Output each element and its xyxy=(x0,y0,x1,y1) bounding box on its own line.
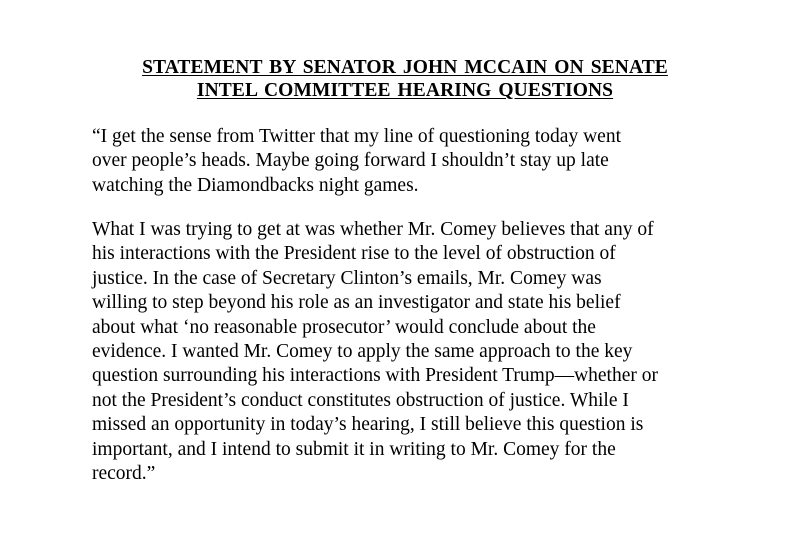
paragraph-line: question surrounding his interactions with President Trump—whether or xyxy=(92,365,658,387)
paragraph-line: not the President’s conduct constitutes obstruction of justice. While I xyxy=(92,389,629,411)
paragraph-line: watching the Diamondbacks night games. xyxy=(92,174,419,196)
paragraph-line: What I was trying to get at was whether Mr. Comey believes that any of xyxy=(92,219,654,240)
statement-title-line-2: INTEL COMMITTEE HEARING QUESTIONS xyxy=(196,80,614,101)
paragraph-line: missed an opportunity in today’s hearing, I still believe this question is xyxy=(92,414,644,436)
statement-paragraph-1 xyxy=(92,125,732,198)
paragraph-line: “I get the sense from Twitter that my line of questioning today went xyxy=(92,126,621,147)
paragraph-line: justice. In the case of Secretary Clinton’s emails, Mr. Comey was xyxy=(92,267,602,289)
paragraph-line: his interactions with the President rise to the level of obstruction of xyxy=(92,243,616,265)
paragraph-line: over people’s heads. Maybe going forward I shouldn’t stay up late xyxy=(92,150,609,172)
statement-title-line-1: STATEMENT BY SENATOR JOHN MCCAIN ON SENATE xyxy=(142,57,668,78)
paragraph-line: record.” xyxy=(92,463,156,485)
statement-paragraph-2 xyxy=(92,218,732,486)
paragraph-line: important, and I intend to submit it in writing to Mr. Comey for the xyxy=(92,438,616,460)
paragraph-line: about what ‘no reasonable prosecutor’ would conclude about the xyxy=(92,316,596,338)
paragraph-line: willing to step beyond his role as an investigator and state his belief xyxy=(92,292,621,314)
paragraph-line: evidence. I wanted Mr. Comey to apply the same approach to the key xyxy=(92,341,633,363)
